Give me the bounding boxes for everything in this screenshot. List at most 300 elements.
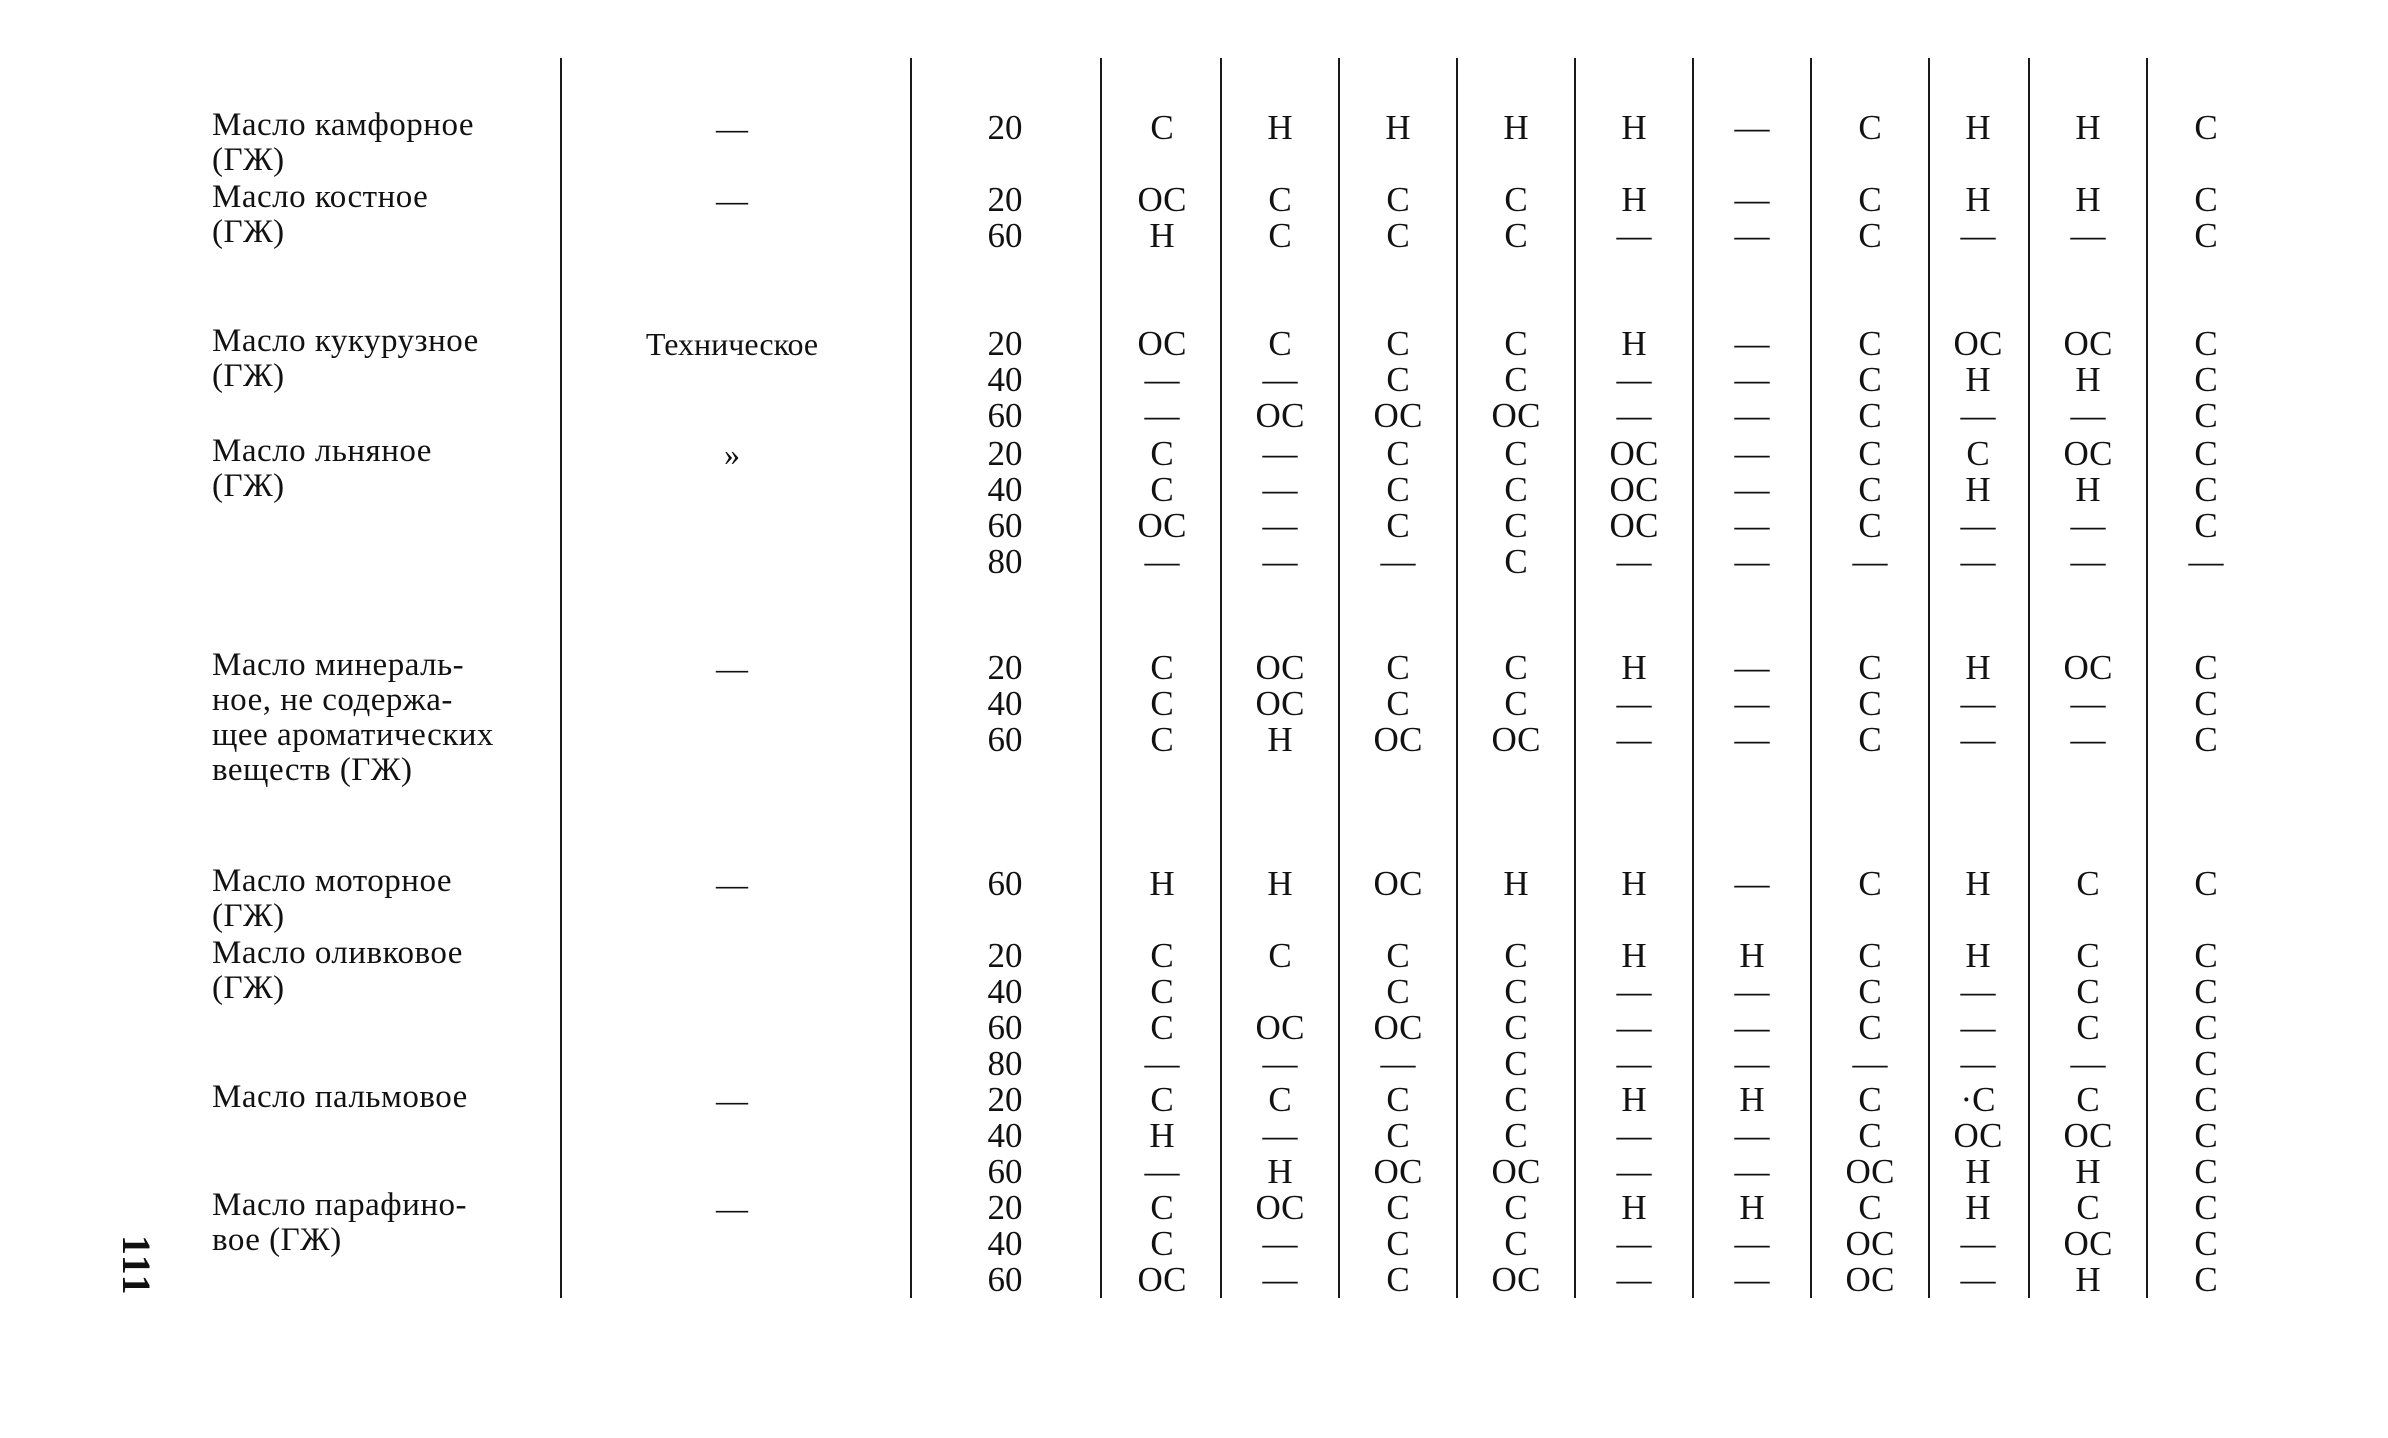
temperature-value: 40 <box>987 360 1023 399</box>
resistance-value: С <box>2194 648 2218 687</box>
resistance-cell <box>1232 182 1328 254</box>
resistance-value: — <box>1734 1116 1770 1155</box>
column-divider <box>1574 58 1576 1298</box>
temperature-value: 20 <box>987 108 1023 147</box>
resistance-value: — <box>1734 864 1770 903</box>
resistance-value: С <box>1150 936 1174 975</box>
resistance-cell <box>2158 326 2254 434</box>
temperature-value: 40 <box>987 1116 1023 1155</box>
resistance-value: С <box>2194 1152 2218 1191</box>
resistance-value: — <box>1734 180 1770 219</box>
resistance-cell <box>1468 110 1564 146</box>
resistance-value: — <box>1734 360 1770 399</box>
resistance-value: С <box>1858 1080 1882 1119</box>
resistance-value: — <box>1734 1260 1770 1299</box>
resistance-value: С <box>2194 1116 2218 1155</box>
row-note: — <box>716 866 748 902</box>
resistance-value: С <box>2076 1188 2100 1227</box>
resistance-value: С <box>1268 936 1292 975</box>
resistance-value: — <box>1960 1044 1996 1083</box>
resistance-cell <box>1586 866 1682 902</box>
resistance-value: С <box>1386 360 1410 399</box>
resistance-cell <box>1468 436 1564 580</box>
resistance-value: С <box>1150 470 1174 509</box>
resistance-value: ОС <box>2063 324 2113 363</box>
resistance-value: С <box>1858 648 1882 687</box>
row-name-line: щее ароматических <box>212 717 494 753</box>
resistance-value: — <box>2070 216 2106 255</box>
resistance-value: Н <box>2075 1152 2101 1191</box>
row-name <box>212 180 542 250</box>
resistance-cell <box>1704 866 1800 902</box>
resistance-value: — <box>1616 972 1652 1011</box>
resistance-value: — <box>1960 1008 1996 1047</box>
resistance-value: С <box>1858 506 1882 545</box>
resistance-cell <box>2040 110 2136 146</box>
resistance-value: С <box>1858 108 1882 147</box>
resistance-cell <box>1930 1190 2026 1298</box>
resistance-value: ОС <box>1609 470 1659 509</box>
resistance-value: — <box>1262 506 1298 545</box>
resistance-value: Н <box>1621 324 1647 363</box>
resistance-value: — <box>1734 684 1770 723</box>
row-name-line: (ГЖ) <box>212 214 285 250</box>
resistance-value: С <box>1150 434 1174 473</box>
resistance-cell <box>1350 436 1446 580</box>
resistance-value: ОС <box>1137 324 1187 363</box>
resistance-value: С <box>1268 180 1292 219</box>
resistance-value: — <box>1616 684 1652 723</box>
resistance-value: — <box>2188 542 2224 581</box>
resistance-value: С <box>1858 216 1882 255</box>
resistance-value: ОС <box>1137 1260 1187 1299</box>
row-note: — <box>716 650 748 686</box>
resistance-value: — <box>2070 542 2106 581</box>
resistance-cell <box>1232 110 1328 146</box>
resistance-cell <box>1350 1082 1446 1190</box>
resistance-value: С <box>1504 972 1528 1011</box>
resistance-value: С <box>2194 972 2218 1011</box>
row-note: — <box>716 110 748 146</box>
resistance-value: — <box>1144 360 1180 399</box>
resistance-value: С <box>1386 1224 1410 1263</box>
resistance-value: Н <box>1267 864 1293 903</box>
resistance-cell <box>1114 182 1210 254</box>
resistance-cell <box>1114 326 1210 434</box>
resistance-value: С <box>1858 180 1882 219</box>
resistance-cell <box>1468 1190 1564 1298</box>
resistance-value: Н <box>1965 108 1991 147</box>
resistance-cell <box>1586 326 1682 434</box>
resistance-value: Н <box>2075 180 2101 219</box>
row-note: » <box>724 436 740 472</box>
resistance-value: С <box>1504 648 1528 687</box>
resistance-value: С <box>1386 1116 1410 1155</box>
resistance-value: Н <box>1965 936 1991 975</box>
resistance-value: С <box>1504 434 1528 473</box>
resistance-value: Н <box>1267 1152 1293 1191</box>
temperature-value: 60 <box>987 720 1023 759</box>
resistance-value: ОС <box>1137 180 1187 219</box>
resistance-value: ОС <box>1609 434 1659 473</box>
resistance-cell <box>2040 650 2136 758</box>
resistance-value: С <box>1386 972 1410 1011</box>
resistance-value: — <box>1262 1116 1298 1155</box>
resistance-value: С <box>2194 936 2218 975</box>
temperature-value: 20 <box>987 324 1023 363</box>
resistance-cell <box>1930 110 2026 146</box>
resistance-value: С <box>1504 324 1528 363</box>
resistance-value: — <box>1380 1044 1416 1083</box>
resistance-value: — <box>1852 1044 1888 1083</box>
resistance-cell <box>1350 938 1446 1082</box>
temperature-value: 40 <box>987 684 1023 723</box>
resistance-value: — <box>1262 470 1298 509</box>
row-name-line: (ГЖ) <box>212 970 285 1006</box>
resistance-value: С <box>1150 1224 1174 1263</box>
resistance-cell <box>2158 938 2254 1082</box>
resistance-value: С <box>1504 1224 1528 1263</box>
resistance-cell <box>1232 436 1328 580</box>
page-number: 111 <box>114 1235 159 1297</box>
temperature-cell <box>965 866 1045 902</box>
resistance-value: ОС <box>1373 720 1423 759</box>
resistance-value: С <box>2194 1224 2218 1263</box>
resistance-value: Н <box>1965 1188 1991 1227</box>
resistance-cell <box>1930 182 2026 254</box>
resistance-value: — <box>1734 1008 1770 1047</box>
resistance-value: ОС <box>1953 1116 2003 1155</box>
resistance-cell <box>2040 1190 2136 1298</box>
resistance-cell <box>2158 182 2254 254</box>
resistance-value: С <box>1858 864 1882 903</box>
temperature-value: 20 <box>987 936 1023 975</box>
resistance-value: — <box>1960 972 1996 1011</box>
temperature-cell <box>965 938 1045 1082</box>
resistance-value: ОС <box>1491 396 1541 435</box>
temperature-cell <box>965 650 1045 758</box>
resistance-value: — <box>1960 396 1996 435</box>
resistance-cell <box>1586 938 1682 1082</box>
resistance-value: С <box>2194 180 2218 219</box>
resistance-value: С <box>1858 434 1882 473</box>
resistance-value: — <box>2070 506 2106 545</box>
resistance-value: — <box>1616 1044 1652 1083</box>
resistance-value: — <box>1262 434 1298 473</box>
resistance-value: Н <box>1621 108 1647 147</box>
row-name <box>212 864 542 934</box>
row-name-line: ное, не содержа- <box>212 682 453 718</box>
resistance-value: С <box>1858 396 1882 435</box>
resistance-value: С <box>2194 1188 2218 1227</box>
row-name-line: (ГЖ) <box>212 898 285 934</box>
resistance-cell <box>1350 866 1446 902</box>
resistance-value: ОС <box>1373 864 1423 903</box>
temperature-value: 60 <box>987 506 1023 545</box>
resistance-cell <box>1232 650 1328 758</box>
resistance-cell <box>1930 436 2026 580</box>
row-note: — <box>716 1082 748 1118</box>
resistance-cell <box>1468 866 1564 902</box>
resistance-value: С <box>1386 324 1410 363</box>
resistance-cell <box>1930 866 2026 902</box>
resistance-value: — <box>1734 506 1770 545</box>
resistance-value: — <box>1144 542 1180 581</box>
resistance-value: С <box>1504 1188 1528 1227</box>
resistance-value: С <box>1858 684 1882 723</box>
resistance-cell <box>1822 182 1918 254</box>
resistance-value: С <box>1504 1116 1528 1155</box>
resistance-value: — <box>1616 542 1652 581</box>
resistance-cell <box>1704 1082 1800 1190</box>
resistance-value: Н <box>1739 1080 1765 1119</box>
resistance-value: — <box>1616 396 1652 435</box>
resistance-cell <box>1468 938 1564 1082</box>
resistance-value: ОС <box>2063 434 2113 473</box>
resistance-value: Н <box>1149 1116 1175 1155</box>
resistance-value: — <box>1262 1044 1298 1083</box>
resistance-value: С <box>2194 720 2218 759</box>
resistance-value: — <box>1616 1008 1652 1047</box>
column-divider <box>1338 58 1340 1298</box>
resistance-value: ОС <box>1491 720 1541 759</box>
row-name <box>212 434 542 504</box>
resistance-cell <box>1930 650 2026 758</box>
resistance-value: С <box>1150 108 1174 147</box>
temperature-value: 20 <box>987 1188 1023 1227</box>
resistance-value: С <box>1858 936 1882 975</box>
resistance-value: С <box>1268 324 1292 363</box>
temperature-value: 40 <box>987 470 1023 509</box>
resistance-value: — <box>1734 1224 1770 1263</box>
temperature-value: 20 <box>987 180 1023 219</box>
resistance-value: С <box>1858 1188 1882 1227</box>
column-divider <box>2146 58 2148 1298</box>
resistance-value: — <box>1852 542 1888 581</box>
resistance-value: ОС <box>2063 1224 2113 1263</box>
resistance-cell <box>1114 866 1210 902</box>
resistance-value: С <box>1504 684 1528 723</box>
resistance-cell <box>1586 436 1682 580</box>
resistance-value: — <box>1616 720 1652 759</box>
resistance-cell <box>1468 1082 1564 1190</box>
resistance-value: — <box>1960 1260 1996 1299</box>
resistance-value: С <box>1386 434 1410 473</box>
resistance-value: С <box>1386 684 1410 723</box>
resistance-value: С <box>2194 864 2218 903</box>
resistance-cell <box>2158 436 2254 580</box>
resistance-cell <box>1232 866 1328 902</box>
temperature-value: 60 <box>987 1260 1023 1299</box>
resistance-cell <box>1350 1190 1446 1298</box>
resistance-value: С <box>1150 1188 1174 1227</box>
resistance-value: — <box>1616 1260 1652 1299</box>
resistance-value: С <box>1858 972 1882 1011</box>
row-name-line: (ГЖ) <box>212 468 285 504</box>
resistance-cell <box>1930 1082 2026 1190</box>
resistance-cell <box>1586 1082 1682 1190</box>
row-name-line: Масло парафино- <box>212 1187 467 1223</box>
resistance-cell <box>1704 1190 1800 1298</box>
row-name-line: Масло камфорное <box>212 107 475 143</box>
resistance-cell <box>1350 650 1446 758</box>
resistance-cell <box>1114 436 1210 580</box>
resistance-value: С <box>1504 216 1528 255</box>
resistance-value: — <box>1734 216 1770 255</box>
temperature-value: 60 <box>987 1152 1023 1191</box>
resistance-value: — <box>1380 542 1416 581</box>
temperature-value: 60 <box>987 864 1023 903</box>
temperature-cell <box>965 1082 1045 1190</box>
resistance-value: С <box>1386 1260 1410 1299</box>
resistance-value: — <box>1734 648 1770 687</box>
resistance-cell <box>2040 182 2136 254</box>
resistance-value: С <box>1858 470 1882 509</box>
row-name-line: вое (ГЖ) <box>212 1222 342 1258</box>
resistance-cell <box>2158 110 2254 146</box>
resistance-value: Н <box>1965 180 1991 219</box>
resistance-value: Н <box>1965 360 1991 399</box>
resistance-value: ОС <box>1953 324 2003 363</box>
resistance-value: ОС <box>1373 1152 1423 1191</box>
resistance-value: — <box>1734 1152 1770 1191</box>
resistance-value: — <box>1734 542 1770 581</box>
resistance-value: Н <box>2075 1260 2101 1299</box>
resistance-value: С <box>1504 936 1528 975</box>
resistance-cell <box>1468 182 1564 254</box>
resistance-value: Н <box>1965 470 1991 509</box>
resistance-value: — <box>2070 1044 2106 1083</box>
resistance-value: ОС <box>1255 1188 1305 1227</box>
resistance-value: ·С <box>1960 1080 1996 1119</box>
resistance-value: Н <box>1965 1152 1991 1191</box>
resistance-cell <box>1704 326 1800 434</box>
resistance-cell <box>2040 436 2136 580</box>
resistance-value: С <box>1386 470 1410 509</box>
temperature-value: 20 <box>987 434 1023 473</box>
column-divider <box>1810 58 1812 1298</box>
resistance-value: Н <box>1503 108 1529 147</box>
resistance-value: С <box>1386 216 1410 255</box>
resistance-value: ОС <box>2063 1116 2113 1155</box>
resistance-value: С <box>1268 216 1292 255</box>
resistance-value: Н <box>1149 216 1175 255</box>
resistance-cell <box>1822 938 1918 1082</box>
resistance-cell <box>1114 650 1210 758</box>
resistance-value: ОС <box>1373 396 1423 435</box>
resistance-value: С <box>1386 1080 1410 1119</box>
resistance-cell <box>1350 110 1446 146</box>
resistance-cell <box>1232 1082 1328 1190</box>
row-name-line: Масло кукурузное <box>212 323 479 359</box>
resistance-cell <box>1822 1082 1918 1190</box>
resistance-value: С <box>2194 1260 2218 1299</box>
temperature-cell <box>965 110 1045 146</box>
resistance-value: С <box>1150 720 1174 759</box>
resistance-value: ОС <box>1845 1152 1895 1191</box>
row-name <box>212 1188 542 1258</box>
resistance-cell <box>1114 110 1210 146</box>
resistance-value: С <box>2194 1008 2218 1047</box>
resistance-cell <box>2040 866 2136 902</box>
column-divider <box>2028 58 2030 1298</box>
column-divider <box>910 58 912 1298</box>
resistance-value: — <box>1734 470 1770 509</box>
resistance-value: — <box>1960 720 1996 759</box>
resistance-cell <box>1350 182 1446 254</box>
resistance-value: С <box>1858 720 1882 759</box>
row-note: — <box>716 1190 748 1226</box>
resistance-cell <box>1468 650 1564 758</box>
temperature-cell <box>965 326 1045 434</box>
resistance-value: С <box>1150 648 1174 687</box>
resistance-value: С <box>2194 1044 2218 1083</box>
resistance-value: С <box>2194 216 2218 255</box>
row-name <box>212 108 542 178</box>
resistance-cell <box>1822 436 1918 580</box>
resistance-value: — <box>1960 506 1996 545</box>
resistance-value: — <box>1616 1152 1652 1191</box>
resistance-value: С <box>1504 506 1528 545</box>
resistance-value: С <box>1504 360 1528 399</box>
temperature-cell <box>965 1190 1045 1298</box>
resistance-value: Н <box>1149 864 1175 903</box>
resistance-cell <box>1232 326 1328 434</box>
resistance-cell <box>1114 1082 1210 1190</box>
resistance-value: С <box>2194 396 2218 435</box>
resistance-value: — <box>1616 216 1652 255</box>
resistance-cell <box>2158 650 2254 758</box>
resistance-value: С <box>1504 1080 1528 1119</box>
resistance-value: — <box>1734 434 1770 473</box>
row-name-line: веществ (ГЖ) <box>212 752 413 788</box>
resistance-value: — <box>1734 1044 1770 1083</box>
resistance-cell <box>1232 938 1328 1082</box>
row-name-line: (ГЖ) <box>212 142 285 178</box>
resistance-value: — <box>1616 1224 1652 1263</box>
temperature-value: 60 <box>987 216 1023 255</box>
row-name <box>212 936 542 1006</box>
resistance-value: Н <box>1739 936 1765 975</box>
resistance-cell <box>2158 866 2254 902</box>
resistance-value: С <box>2076 1008 2100 1047</box>
resistance-value: С <box>2194 108 2218 147</box>
resistance-value: С <box>1386 180 1410 219</box>
resistance-cell <box>1704 182 1800 254</box>
resistance-cell <box>1822 866 1918 902</box>
resistance-cell <box>2040 938 2136 1082</box>
column-divider <box>1100 58 1102 1298</box>
resistance-cell <box>1822 110 1918 146</box>
row-name-line: Масло моторное <box>212 863 452 899</box>
resistance-value: Н <box>1621 1188 1647 1227</box>
resistance-cell <box>1114 1190 1210 1298</box>
resistance-value: С <box>1858 1116 1882 1155</box>
temperature-value: 60 <box>987 1008 1023 1047</box>
resistance-value: Н <box>1503 864 1529 903</box>
row-name <box>212 324 542 394</box>
resistance-value: Н <box>1965 864 1991 903</box>
row-name-line: Масло костное <box>212 179 429 215</box>
resistance-value: Н <box>2075 360 2101 399</box>
resistance-value: Н <box>1965 648 1991 687</box>
temperature-value: 60 <box>987 396 1023 435</box>
resistance-value: С <box>2076 864 2100 903</box>
resistance-value: С <box>1150 684 1174 723</box>
resistance-value: — <box>1960 1224 1996 1263</box>
resistance-value: ОС <box>1609 506 1659 545</box>
resistance-value: ОС <box>1845 1260 1895 1299</box>
